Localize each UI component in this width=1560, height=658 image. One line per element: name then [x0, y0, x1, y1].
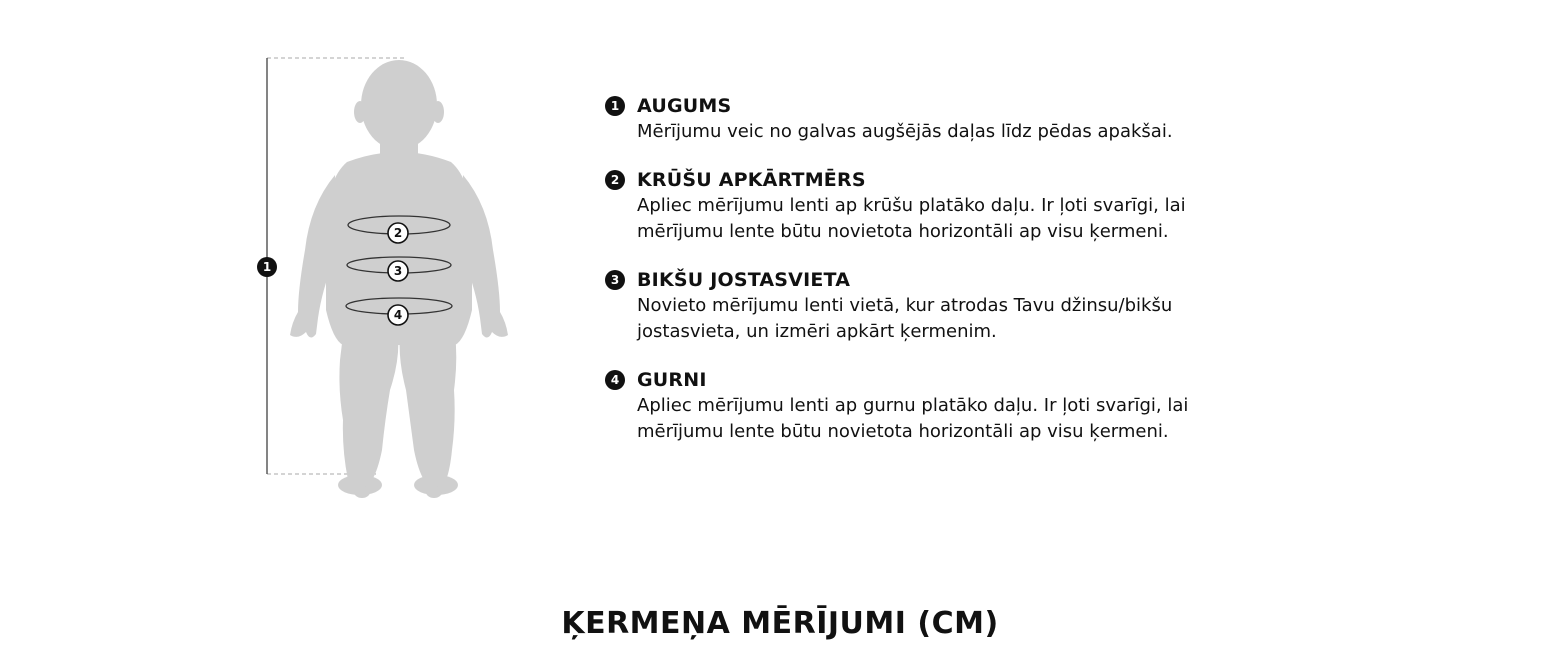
measurement-title: KRŪŠU APKĀRTMĒRS	[637, 168, 866, 191]
marker-1	[257, 257, 277, 277]
number-badge: 2	[605, 170, 625, 190]
number-badge: 4	[605, 370, 625, 390]
svg-text:3: 3	[393, 264, 403, 278]
measurement-title: BIKŠU JOSTASVIETA	[637, 268, 851, 291]
marker-4	[388, 305, 408, 325]
measurement-description: Apliec mērījumu lenti ap krūšu platāko daļu. Ir ļoti svarīgi, lai mērījumu lente būtu novietota horizontāli ap visu ķermeni.	[637, 194, 1186, 242]
measurement-list	[605, 93, 1285, 467]
measurement-title: AUGUMS	[637, 95, 732, 117]
child-body-figure	[250, 50, 530, 510]
svg-text:2: 2	[393, 226, 403, 240]
measurement-item-height	[605, 93, 1285, 146]
measurement-description: Novieto mērījumu lenti vietā, kur atrodas Tavu džinsu/bikšu jostasvieta, un izmēri apkārt ķermenim.	[637, 294, 1173, 342]
marker-3	[388, 261, 408, 281]
measurement-item-waist	[605, 267, 1285, 346]
measurement-item-hips	[605, 367, 1285, 446]
number-badge: 1	[605, 96, 625, 116]
measurement-item-chest	[605, 167, 1285, 246]
body-silhouette	[250, 50, 530, 510]
measurement-description: Apliec mērījumu lenti ap gurnu platāko daļu. Ir ļoti svarīgi, lai mērījumu lente būtu novietota horizontāli ap visu ķermeni.	[637, 394, 1189, 442]
page-heading: ĶERMEŅA MĒRĪJUMI (CM)	[561, 606, 999, 641]
svg-text:4: 4	[393, 308, 403, 322]
marker-2	[388, 223, 408, 243]
number-badge: 3	[605, 270, 625, 290]
svg-text:1: 1	[262, 260, 272, 274]
measurement-title: GURNI	[637, 368, 707, 391]
measurement-description: Mērījumu veic no galvas augšējās daļas līdz pēdas apakšai.	[637, 121, 1173, 142]
